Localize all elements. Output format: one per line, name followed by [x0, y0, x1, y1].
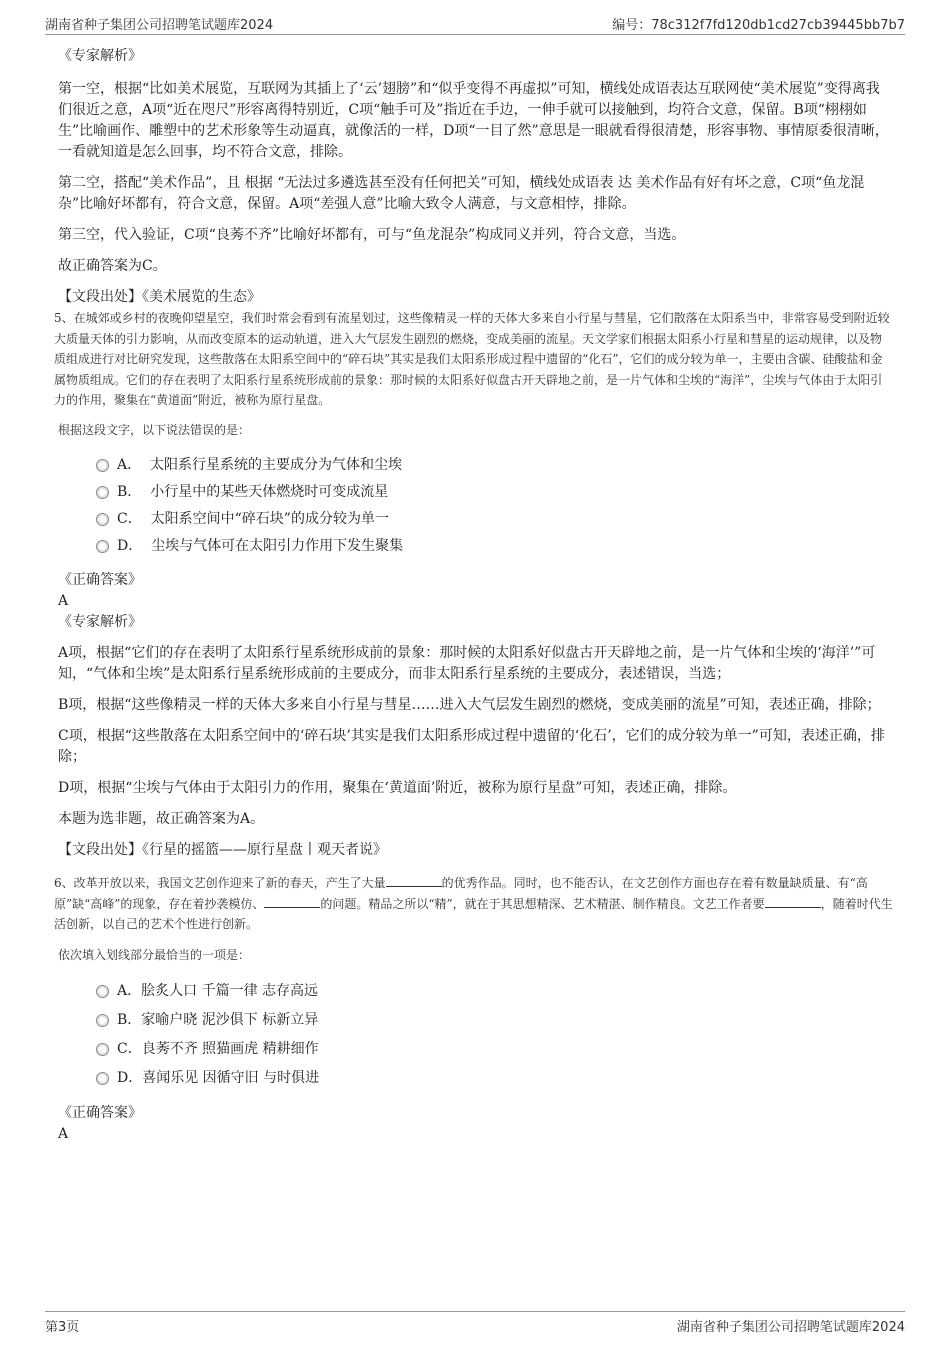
option-a[interactable] — [96, 452, 893, 479]
fill-blank — [765, 895, 821, 908]
options-list — [58, 977, 893, 1093]
option-d[interactable] — [96, 533, 893, 560]
analysis-label: 《专家解析》 — [58, 48, 142, 64]
option-text: 小行星中的某些天体燃烧时可变成流星 — [150, 484, 389, 500]
analysis-paragraph: B项，根据“这些像精灵一样的天体大多来自小行星与彗星……进入大气层发生剧烈的燃烧，变成美丽的流星”可知，表述正确，排除； — [58, 697, 881, 713]
option-letter: D． — [117, 538, 143, 554]
option-text: 良莠不齐 照猫画虎 精耕细作 — [141, 1041, 319, 1057]
analysis-paragraph: 第二空，搭配“美术作品”，且 根据 “无法过多遴选甚至没有任何把关”可知，横线处成语表 达 美术作品有好有坏之意，C项“鱼龙混杂”比喻好坏都有，符合文意，保留。A项“差强人意”比喻大致令人满意，与文意相悖，排除。 — [58, 175, 865, 212]
fill-blank — [386, 874, 442, 887]
radio-icon[interactable] — [96, 459, 109, 472]
answer-label: 《正确答案》 — [58, 572, 142, 588]
page-header — [45, 14, 905, 35]
option-letter: C． — [117, 1041, 142, 1057]
analysis-paragraph: C项，根据“这些散落在太阳系空间中的‘碎石块’其实是我们太阳系形成过程中遗留的‘化石’，它们的成分较为单一”可知，表述正确，排除； — [58, 728, 885, 765]
question-prompt: 依次填入划线部分最恰当的一项是： — [58, 947, 251, 962]
header-id: 编号：78c312f7fd120db1cd27cb39445bb7b7 — [612, 18, 905, 33]
answer-value: A — [58, 1126, 69, 1142]
option-a[interactable] — [96, 977, 893, 1006]
option-text: 家喻户晓 泥沙俱下 标新立异 — [141, 1012, 319, 1028]
option-letter: B． — [117, 484, 142, 500]
passage-text: ，随着时代生活创新，以自己的艺术个性进行创新。 — [54, 896, 893, 931]
page-content — [54, 46, 893, 1145]
fill-blank — [264, 895, 320, 908]
option-text: 尘埃与气体可在太阳引力作用下发生聚集 — [151, 538, 404, 554]
options-list — [58, 452, 893, 560]
radio-icon[interactable] — [96, 486, 109, 499]
answer-value: A — [58, 593, 69, 609]
option-text: 太阳系行星系统的主要成分为气体和尘埃 — [150, 457, 403, 473]
answer-label: 《正确答案》 — [58, 1105, 142, 1121]
analysis-paragraph: A项，根据“它们的存在表明了太阳系行星系统形成前的景象：那时候的太阳系好似盘古开天辟地之前，是一片气体和尘埃的‘海洋’”可知，“气体和尘埃”是太阳系行星系统形成前的主要成分，而非太阳系行星系统的主要成分，表述错误，当选； — [58, 645, 876, 682]
option-letter: A． — [117, 457, 142, 473]
passage-text: 6、改革开放以来，我国文艺创作迎来了新的春天，产生了大量 — [54, 876, 386, 890]
source-citation: 【文段出处】《行星的摇篮——原行星盘丨观天者说》 — [58, 842, 387, 858]
option-b[interactable] — [96, 479, 893, 506]
option-text: 脍炙人口 千篇一律 志存高远 — [141, 983, 319, 999]
question-prompt: 根据这段文字，以下说法错误的是： — [58, 422, 251, 437]
analysis-paragraph: 第三空，代入验证，C项“良莠不齐”比喻好坏都有，可与“鱼龙混杂”构成同义并列，符合文意，当选。 — [58, 227, 686, 243]
radio-icon[interactable] — [96, 540, 109, 553]
option-letter: B． — [117, 1012, 142, 1028]
option-text: 喜闻乐见 因循守旧 与时俱进 — [142, 1070, 320, 1086]
page-number: 第3页 — [45, 1320, 80, 1335]
radio-icon[interactable] — [96, 985, 109, 998]
option-letter: D． — [117, 1070, 143, 1086]
option-letter: C． — [117, 511, 142, 527]
radio-icon[interactable] — [96, 1072, 109, 1085]
analysis-label: 《专家解析》 — [58, 614, 142, 630]
option-c[interactable] — [96, 506, 893, 533]
option-c[interactable] — [96, 1035, 893, 1064]
passage-text: 的问题。精品之所以“精”，就在于其思想精深、艺术精湛、制作精良。文艺工作者要 — [320, 896, 765, 911]
analysis-paragraph: D项，根据“尘埃与气体由于太阳引力的作用，聚集在‘黄道面’附近，被称为原行星盘”可知，表述正确，排除。 — [58, 780, 737, 796]
option-b[interactable] — [96, 1006, 893, 1035]
answer-conclusion: 本题为选非题，故正确答案为A。 — [58, 811, 265, 827]
analysis-paragraph: 第一空，根据“比如美术展览，互联网为其插上了‘云’翅膀”和“似乎变得不再虚拟”可知，横线处成语表达互联网使“美术展览”变得离我们很近之意，A项“近在咫尺”形容离得特别近，C项“触手可及”指近在手边，一伸手就可以接触到，均符合文意，保留。B项“栩栩如生”比喻画作、雕塑中的艺术形象等生动逼真，就像活的一样，D项“一目了然”意思是一眼就看得很清楚，形容事物、事情原委很清晰，一看就知道是怎么回事，均不符合文意，排除。 — [58, 81, 889, 160]
option-d[interactable] — [96, 1064, 893, 1093]
source-citation: 【文段出处】《美术展览的生态》 — [58, 289, 261, 305]
answer-conclusion: 故正确答案为C。 — [58, 258, 167, 274]
question-passage — [54, 873, 893, 935]
header-title: 湖南省种子集团公司招聘笔试题库2024 — [45, 18, 274, 33]
radio-icon[interactable] — [96, 513, 109, 526]
footer-title: 湖南省种子集团公司招聘笔试题库2024 — [676, 1320, 905, 1335]
passage-text: 的优秀作品。同时，也不能否认，在文艺创作方面也存在着有数量缺质量、有“高原”缺“高峰”的现象，存在着抄袭模仿、 — [54, 876, 868, 911]
radio-icon[interactable] — [96, 1043, 109, 1056]
option-text: 太阳系空间中“碎石块”的成分较为单一 — [150, 511, 389, 527]
option-letter: A． — [117, 983, 142, 999]
question-passage: 5、在城郊或乡村的夜晚仰望星空，我们时常会看到有流星划过，这些像精灵一样的天体大多来自小行星与彗星，它们散落在太阳系当中，非常容易受到附近较大质量天体的引力影响，从而改变原本的运动轨道，进入大气层发生剧烈的燃烧，变成美丽的流星。天文学家们根据太阳系小行星和彗星的运动规律，以及物质组成进行对比研究发现，这些散落在太阳系空间中的“碎石块”其实是我们太阳系形成过程中遗留的“化石”，它们的成分较为单一，主要由含碳、硅酸盐和金属物质组成。它们的存在表明了太阳系行星系统形成前的景象：那时候的太阳系好似盘古开天辟地之前，是一片气体和尘埃的“海洋”，尘埃与气体由于太阳引力的作用，聚集在“黄道面”附近，被称为原行星盘。 — [54, 311, 890, 407]
page-footer — [45, 1311, 905, 1334]
radio-icon[interactable] — [96, 1014, 109, 1027]
